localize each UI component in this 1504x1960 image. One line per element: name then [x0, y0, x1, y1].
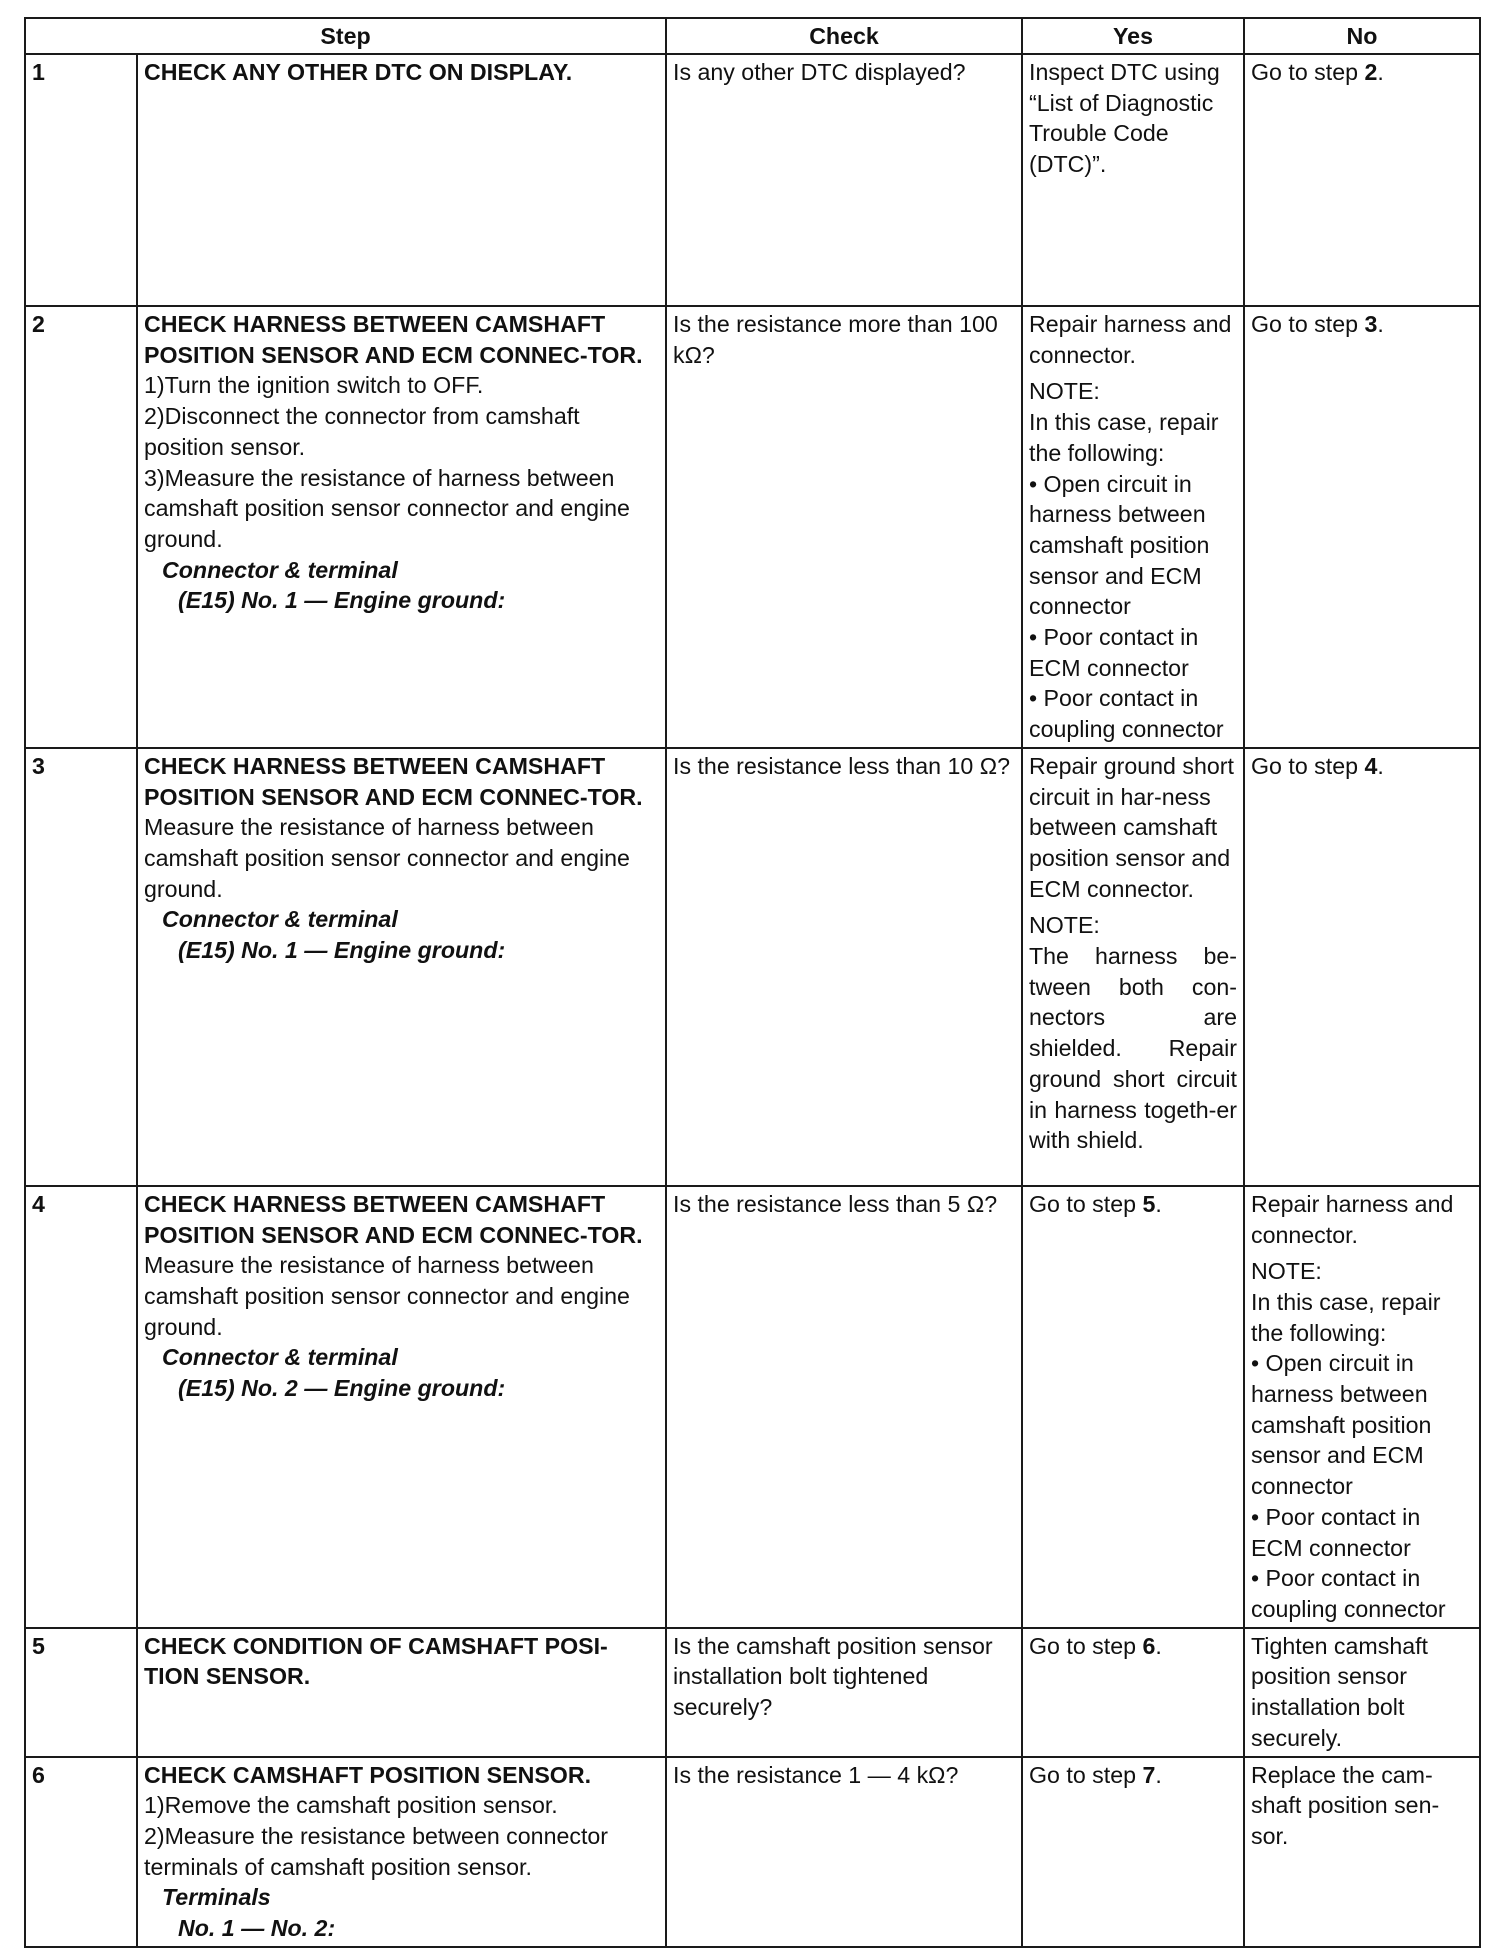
go-to-prefix: Go to step	[1251, 59, 1365, 85]
step-title: CHECK CONDITION OF CAMSHAFT POSI-TION SENSOR.	[144, 1632, 608, 1690]
action-main: Repair harness and connector.	[1251, 1190, 1454, 1248]
step-number: 2	[25, 306, 137, 748]
action-main: Repair ground short circuit in har-ness between camshaft position sensor and ECM connector.	[1029, 752, 1234, 902]
instruction: 2)Disconnect the connector from camshaft position sensor.	[144, 403, 580, 460]
go-to-suffix: .	[1377, 59, 1384, 85]
step-description	[137, 748, 666, 1186]
no-action	[1244, 54, 1480, 306]
step-number: 5	[25, 1628, 137, 1757]
note-bullet: • Poor contact in ECM connector	[1251, 1503, 1421, 1561]
yes-action	[1022, 306, 1244, 748]
check-question: Is the camshaft position sensor installation bolt tightened securely?	[666, 1628, 1022, 1757]
note-label: NOTE:	[1251, 1258, 1322, 1285]
table-row-step-5	[25, 1628, 1480, 1757]
diagnostic-procedure-table	[24, 17, 1481, 1948]
spec-label: Connector & terminal	[162, 556, 398, 583]
yes-action	[1022, 1186, 1244, 1628]
step-description	[137, 1186, 666, 1628]
diagnostic-procedure-table-container	[24, 17, 1479, 1948]
no-action	[1244, 1186, 1480, 1628]
go-to-prefix: Go to step	[1029, 1190, 1143, 1217]
spec-value: No. 1 — No. 2:	[178, 1915, 336, 1942]
spec-value: (E15) No. 1 — Engine ground:	[178, 937, 506, 964]
check-question: Is the resistance less than 10 Ω?	[666, 748, 1022, 1186]
go-to-step-number: 3	[1364, 311, 1378, 337]
yes-action	[1022, 1628, 1244, 1757]
instruction: 3)Measure the resistance of harness between camshaft position sensor connector and engine ground.	[144, 464, 630, 552]
go-to-step-number: 4	[1364, 752, 1378, 779]
check-question: Is the resistance more than 100 kΩ?	[666, 306, 1022, 748]
step-number: 4	[25, 1186, 137, 1628]
check-question: Is any other DTC displayed?	[666, 54, 1022, 306]
table-row-step-6	[25, 1757, 1480, 1947]
go-to-prefix: Go to step	[1029, 1632, 1143, 1659]
spec-value: (E15) No. 2 — Engine ground:	[178, 1375, 506, 1402]
note-intro: In this case, repair the following:	[1251, 1288, 1441, 1346]
go-to-step-number: 6	[1142, 1632, 1156, 1659]
table-row-step-1	[25, 54, 1480, 306]
yes-action	[1022, 748, 1244, 1186]
step-title: CHECK HARNESS BETWEEN CAMSHAFT POSITION SENSOR AND ECM CONNEC-TOR.	[144, 1190, 643, 1248]
go-to-prefix: Go to step	[1029, 1761, 1143, 1788]
spec-label: Connector & terminal	[162, 906, 398, 933]
header-row	[25, 18, 1480, 54]
check-question: Is the resistance less than 5 Ω?	[666, 1186, 1022, 1628]
note-bullet: • Poor contact in coupling connector	[1251, 1565, 1446, 1622]
step-description	[137, 1628, 666, 1757]
note-label: NOTE:	[1029, 912, 1100, 939]
go-to-step-number: 2	[1364, 59, 1378, 85]
header-no: No	[1244, 18, 1480, 54]
go-to-suffix: .	[1377, 752, 1384, 779]
instruction: Measure the resistance of harness between camshaft position sensor connector and engine ground.	[144, 1252, 630, 1340]
step-number: 6	[25, 1757, 137, 1947]
go-to-step-number: 7	[1142, 1761, 1156, 1788]
instruction: 1)Turn the ignition switch to OFF.	[144, 372, 484, 399]
no-action: Replace the cam-shaft position sen-sor.	[1244, 1757, 1480, 1947]
step-title: CHECK ANY OTHER DTC ON DISPLAY.	[144, 59, 573, 85]
step-number: 3	[25, 748, 137, 1186]
no-action: Tighten camshaft position sensor installation bolt securely.	[1244, 1628, 1480, 1757]
instruction: 1)Remove the camshaft position sensor.	[144, 1792, 558, 1819]
step-title: CHECK HARNESS BETWEEN CAMSHAFT POSITION SENSOR AND ECM CONNEC-TOR.	[144, 752, 643, 810]
note-bullet: • Poor contact in ECM connector	[1029, 624, 1199, 681]
instruction: 2)Measure the resistance between connector terminals of camshaft position sensor.	[144, 1822, 609, 1880]
step-title: CHECK HARNESS BETWEEN CAMSHAFT POSITION SENSOR AND ECM CONNEC-TOR.	[144, 311, 643, 368]
step-title: CHECK CAMSHAFT POSITION SENSOR.	[144, 1761, 592, 1788]
table-row-step-2	[25, 306, 1480, 748]
header-step: Step	[25, 18, 666, 54]
check-question: Is the resistance 1 — 4 kΩ?	[666, 1757, 1022, 1947]
go-to-suffix: .	[1155, 1632, 1162, 1659]
note-bullet: • Poor contact in coupling connector	[1029, 685, 1224, 743]
note-intro: In this case, repair the following:	[1029, 409, 1219, 466]
step-number: 1	[25, 54, 137, 306]
header-yes: Yes	[1022, 18, 1244, 54]
header-check: Check	[666, 18, 1022, 54]
note-label: NOTE:	[1029, 378, 1100, 405]
step-description	[137, 306, 666, 748]
yes-action: Inspect DTC using “List of Diagnostic Trouble Code (DTC)”.	[1022, 54, 1244, 306]
action-main: Repair harness and connector.	[1029, 311, 1232, 368]
step-description	[137, 1757, 666, 1947]
go-to-prefix: Go to step	[1251, 311, 1365, 337]
go-to-suffix: .	[1377, 311, 1384, 337]
table-row-step-3	[25, 748, 1480, 1186]
go-to-suffix: .	[1155, 1761, 1162, 1788]
go-to-prefix: Go to step	[1251, 752, 1365, 779]
no-action	[1244, 748, 1480, 1186]
step-description	[137, 54, 666, 306]
note-bullet: • Open circuit in harness between camshaft position sensor and ECM connector	[1251, 1350, 1432, 1500]
note-text: The harness be-tween both con-nectors are shielded. Repair ground short circuit in harness togeth-er with shield.	[1029, 943, 1237, 1154]
instruction: Measure the resistance of harness between camshaft position sensor connector and engine ground.	[144, 814, 630, 902]
note-bullet: • Open circuit in harness between camshaft position sensor and ECM connector	[1029, 470, 1210, 620]
table-row-step-4	[25, 1186, 1480, 1628]
go-to-suffix: .	[1155, 1190, 1162, 1217]
no-action	[1244, 306, 1480, 748]
spec-label: Connector & terminal	[162, 1344, 398, 1371]
spec-label: Terminals	[162, 1884, 271, 1911]
go-to-step-number: 5	[1142, 1190, 1156, 1217]
yes-action	[1022, 1757, 1244, 1947]
spec-value: (E15) No. 1 — Engine ground:	[178, 587, 506, 614]
